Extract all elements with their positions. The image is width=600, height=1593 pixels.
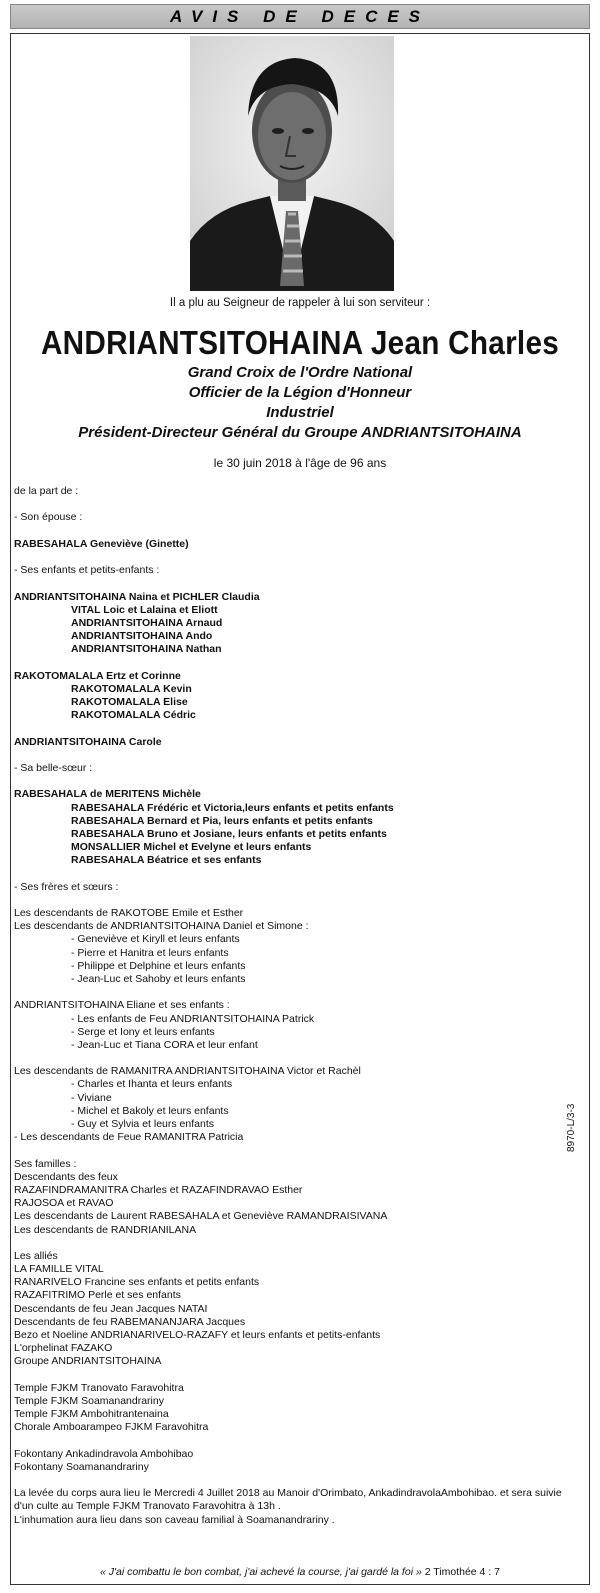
family-line: RAZAFITRIMO Perle et ses enfants [14, 1289, 181, 1302]
family-line: RAJOSOA et RAVAO [14, 1197, 114, 1210]
family-line: Groupe ANDRIANTSITOHAINA [14, 1355, 162, 1368]
scripture-quote [12, 1566, 588, 1578]
family-line: - Ses enfants et petits-enfants : [14, 564, 160, 577]
family-line: Fokontany Soamanandrariny [14, 1460, 149, 1473]
family-line: ANDRIANTSITOHAINA Eliane et ses enfants : [14, 999, 230, 1012]
family-line: Chorale Amboarampeo FJKM Faravohitra [14, 1421, 209, 1434]
family-line: RAZAFINDRAMANITRA Charles et RAZAFINDRAVAO Esther [14, 1183, 303, 1196]
family-line: MONSALLIER Michel et Evelyne et leurs enfants [71, 841, 312, 854]
reference-code: 8970-L/3-3 [566, 1103, 577, 1152]
spacer [14, 498, 574, 511]
spacer [14, 722, 574, 735]
spacer [14, 1052, 574, 1065]
family-line: Les descendants de RAMANITRA ANDRIANTSITOHAINA Victor et Rachèl [14, 1065, 361, 1078]
family-line: L'orphelinat FAZAKO [14, 1342, 113, 1355]
family-line: Ses familles : [14, 1157, 77, 1170]
family-line: - Les descendants de Feue RAMANITRA Patricia [14, 1131, 244, 1144]
family-line: VITAL Loic et Lalaina et Eliott [71, 603, 218, 616]
family-line: Bezo et Noeline ANDRIANARIVELO-RAZAFY et leurs enfants et petits-enfants [14, 1329, 381, 1341]
family-line: Descendants de feu RABEMANANJARA Jacques [14, 1315, 246, 1328]
family-line: LA FAMILLE VITAL [14, 1263, 104, 1276]
family-line: ANDRIANTSITOHAINA Ando [71, 630, 213, 643]
family-line: Temple FJKM Tranovato Faravohitra [14, 1381, 184, 1394]
spacer [14, 1435, 574, 1448]
spacer [14, 525, 574, 538]
family-line: - Ses frères et sœurs : [14, 880, 119, 893]
family-line: Les descendants de ANDRIANTSITOHAINA Daniel et Simone : [14, 920, 309, 933]
family-line: Descendants de feu Jean Jacques NATAI [14, 1302, 208, 1315]
family-line: ANDRIANTSITOHAINA Carole [14, 735, 162, 748]
family-line: RAKOTOMALALA Elise [71, 696, 188, 708]
family-line: - Jean-Luc et Sahoby et leurs enfants [71, 972, 246, 985]
family-line: Temple FJKM Ambohitrantenaina [14, 1408, 169, 1421]
title-line: Industriel [266, 404, 334, 421]
spacer [14, 986, 574, 999]
family-line: Temple FJKM Soamanandrariny [14, 1394, 164, 1407]
family-line: - Jean-Luc et Tiana CORA et leur enfant [71, 1038, 258, 1051]
intro-line: Il a plu au Seigneur de rappeler à lui son serviteur : [169, 297, 431, 309]
quote-text: « J'ai combattu le bon combat, j'ai achevé la course, j'ai gardé la foi » [100, 1566, 422, 1578]
spacer [14, 551, 574, 564]
family-line: de la part de : [14, 485, 79, 497]
family-line: L'inhumation aura lieu dans son caveau familial à Soamanandrariny . [14, 1513, 335, 1526]
notice-header [10, 4, 590, 29]
family-line: RANARIVELO Francine ses enfants et petits enfants [14, 1276, 260, 1289]
family-line: RABESAHALA Béatrice et ses enfants [71, 854, 262, 867]
family-line: - Viviane [71, 1091, 112, 1104]
honorific-titles [12, 363, 588, 443]
spacer [14, 1237, 574, 1250]
spacer [14, 656, 574, 669]
family-line: ANDRIANTSITOHAINA Nathan [71, 643, 222, 656]
family-line: RABESAHALA Bruno et Josiane, leurs enfants et petits enfants [71, 827, 387, 840]
family-line: Fokontany Ankadindravola Ambohibao [14, 1447, 194, 1460]
family-line: La levée du corps aura lieu le Mercredi 4 Juillet 2018 au Manoir d'Orimbato, AnkadindravolaAmbohibao. et sera suivie d'un culte au Temple FJKM Tranovato Faravohitra à 13h . [14, 1487, 562, 1513]
spacer [14, 577, 574, 590]
family-line: - Sa belle-sœur : [14, 761, 93, 774]
family-line: - Philippe et Delphine et leurs enfants [71, 959, 246, 972]
family-line: RABESAHALA Geneviève (Ginette) [14, 537, 189, 550]
family-line: - Serge et Iony et leurs enfants [71, 1025, 215, 1038]
title-line: Officier de la Légion d'Honneur [188, 384, 412, 401]
title-line: Grand Croix de l'Ordre National [187, 364, 413, 381]
spacer [14, 749, 574, 762]
family-line: RABESAHALA Frédéric et Victoria,leurs enfants et petits enfants [71, 801, 394, 814]
family-line: Les descendants de RANDRIANILANA [14, 1223, 197, 1236]
family-line: RABESAHALA Bernard et Pia, leurs enfants et petits enfants [71, 814, 373, 827]
family-line: RAKOTOMALALA Cédric [71, 709, 196, 722]
family-line: - Pierre et Hanitra et leurs enfants [71, 946, 229, 959]
family-line: - Son épouse : [14, 511, 83, 524]
family-line: - Michel et Bakoly et leurs enfants [71, 1104, 229, 1117]
family-line: Les descendants de RAKOTOBE Emile et Esther [14, 907, 244, 919]
family-line: - Guy et Sylvia et leurs enfants [71, 1118, 214, 1130]
family-line: - Geneviève et Kiryll et leurs enfants [71, 933, 240, 946]
deceased-name: ANDRIANTSITOHAINA Jean Charles [40, 324, 560, 361]
notice-title: AVIS DE DECES [169, 6, 431, 26]
spacer [14, 894, 574, 907]
family-line: RAKOTOMALALA Ertz et Corinne [14, 669, 181, 682]
title-line: Président-Directeur Général du Groupe ANDRIANTSITOHAINA [78, 424, 522, 441]
family-line: ANDRIANTSITOHAINA Naina et PICHLER Claudia [14, 590, 260, 603]
spacer [14, 1474, 574, 1487]
family-line: ANDRIANTSITOHAINA Arnaud [71, 616, 223, 629]
family-line: RABESAHALA de MERITENS Michèle [14, 788, 201, 801]
spacer [14, 867, 574, 880]
family-line: - Charles et Ihanta et leurs enfants [71, 1078, 233, 1091]
deceased-portrait [190, 36, 394, 291]
family-line: RAKOTOMALALA Kevin [71, 682, 192, 695]
death-date: le 30 juin 2018 à l'âge de 96 ans [213, 456, 387, 470]
spacer [14, 1144, 574, 1157]
spacer [14, 1369, 574, 1382]
family-list [14, 485, 574, 1527]
family-line: Les descendants de Laurent RABESAHALA et Geneviève RAMANDRAISIVANA [14, 1210, 388, 1223]
family-line: Les alliés [14, 1249, 58, 1262]
family-line: Descendants des feux [14, 1170, 118, 1183]
spacer [14, 775, 574, 788]
quote-reference: 2 Timothée 4 : 7 [421, 1566, 500, 1578]
family-line: - Les enfants de Feu ANDRIANTSITOHAINA Patrick [71, 1012, 315, 1025]
